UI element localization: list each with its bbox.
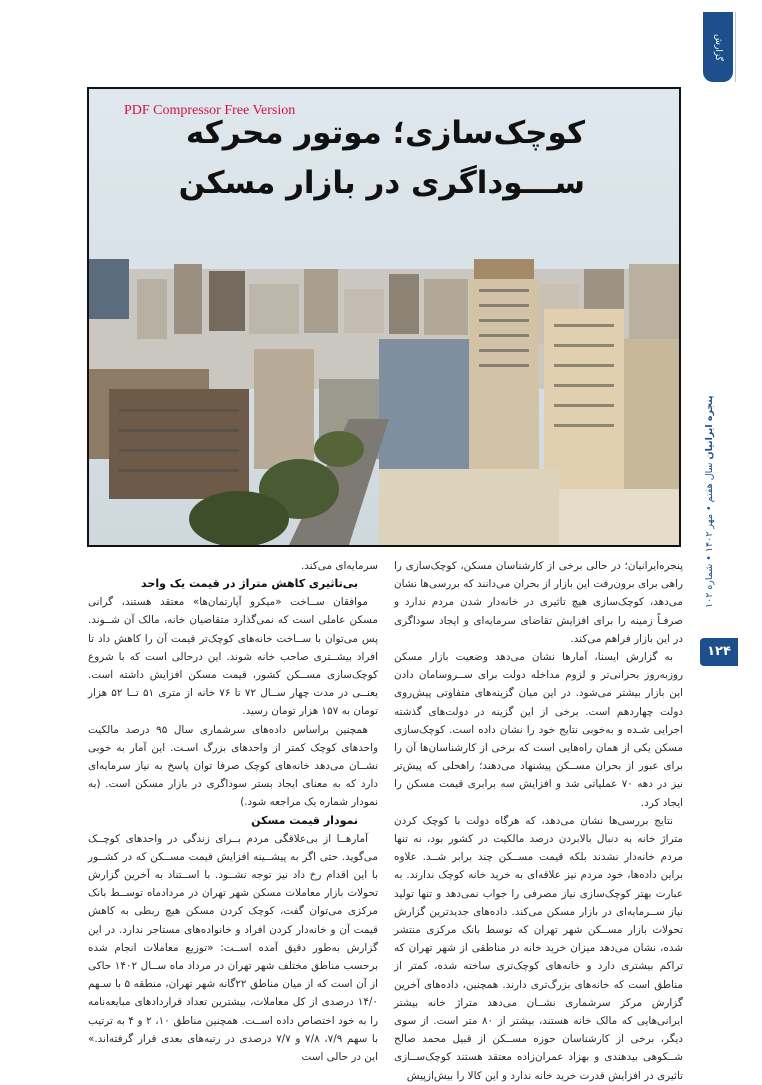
section-label: گزارش bbox=[713, 34, 723, 62]
subheading: نمودار قیمت مسکن bbox=[251, 813, 358, 827]
paragraph: موافقان ســاخت «میکرو آپارتمان‌ها» معتقد هستند، گرانی مسکن عاملی است که نمی‌گذارد متقاضیان خانه، مالک آن شــوند. پس می‌توان با ســاخت خانه‌های کوچک‌تر قیمت آن را کاهش داد تا افراد بیشــتری صاحب خانه شوند. این درحالی است که با شروع کوچک‌سازی مســکن کشور، قیمت مسکن افزایش داشته است. یعنــی در مدت چهار ســال ۷۲ تا ۷۶ خانه از متری ۵۱ تــا ۵۲ هزار تومان به ۱۵۷ هزار تومان رسید. bbox=[88, 596, 378, 718]
magazine-name: پنجره ایرانیان bbox=[704, 395, 715, 460]
headline-line-2: ســـوداگری در بازار مسکن bbox=[178, 165, 585, 201]
section-tab bbox=[703, 12, 733, 82]
paragraph: آمارهــا از بی‌علاقگی مردم بــرای زندگی در واحدهای کوچــک می‌گوید. حتی اگر به پیشــینه افزایش قیمت مســکن که در کشــور با این اقدام رخ داد نیز توجه نشــود. با اســتناد به آخرین گزارش تحولات بازار معاملات مسکن شهر تهران در مردادماه توســط بانک مرکزی می‌توان گفت، کوچک کردن مسکن هیچ ربطی به کاهش قیمت آن و خانه‌دار کردن افراد و خانواده‌های مستاجر ندارد. در این گزارش به‌طور دقیق آمده اســت: «توزیع معاملات انجام شده برحسب مناطق مختلف شهر تهران در مرداد ماه ســال ۱۴۰۲ حاکی از آن است که از میان مناطق ۲۲گانه شهر تهران، منطقه ۵ با سـهم ۱۴/۰ درصدی از کل معاملات، بیشترین تعداد قراردادهای مبایعه‌نامه را به خود اختصاص داده اســت. همچنین مناطق ۱۰، ۲ و ۴ به ترتیب با سهم ۷/۹، ۷/۸ و ۷/۷ درصدی در رتبه‌های بعدی قرار گرفته‌اند.» این در حالی است bbox=[88, 832, 379, 1064]
headline-line-1: کوچک‌سازی؛ موتور محرکه bbox=[185, 115, 585, 151]
magazine-info bbox=[704, 395, 730, 608]
magazine-details: سال هفتم • مهر ۱۴۰۲ • شماره ۱۰۲ bbox=[704, 462, 715, 608]
paragraph: سرمایه‌ای می‌کند. bbox=[300, 560, 378, 572]
subheading: بی‌تاثیری کاهش متراژ در قیمت یک واحد bbox=[141, 577, 358, 591]
right-column bbox=[394, 557, 683, 1085]
left-column bbox=[88, 557, 378, 1066]
section-rule bbox=[735, 12, 736, 82]
article-headline bbox=[180, 108, 585, 208]
page-number: ۱۲۴ bbox=[700, 638, 738, 666]
paragraph: نتایج بررسی‌ها نشان می‌دهد، که هرگاه دولت با کوچک کردن متراژ خانه به دنبال بالابردن درصد مالکیت در کشور بود، نه تنها مردم خانه‌دار نشدند بلکه قیمت مســکن چند برابر شــد. علاوه براین داده‌ها، خود مردم نیز علاقه‌ای به خرید خانه کوچک ندارند. به عبارت بهتر کوچک‌سازی نیاز مصرفی را جواب نمی‌دهد و تنها تولید نیاز ســرمایه‌ای در بازار مسکن می‌کند. داده‌های جدیدترین گزارش تحولات بازار مســکن شهر تهران که توسط بانک مرکزی منتشر شده، نشان می‌دهد میزان خرید خانه در مناطقی از شهر تهران که تراکم بیشتری دارد و خانه‌های کوچک‌تری ساخته شده، کمتر از مناطق است که خانه‌های بزرگ‌تری دارند. همچنین، داده‌های آخرین گزارش مرکز سرشماری نشــان می‌دهد متراژ خانه بیشتر ایرانی‌هایی که مالک خانه هستند، بیشتر از ۸۰ متر است. از سوی دیگر، برخی از کارشناسان حوزه مســکن از قبیل محمد صالح شــکوهی بیدهندی و بهزاد عمران‌زاده معتقد هستند کوچک‌ســازی تاثیری در افزایش قدرت خرید خانه ندارد و این کالا را بیش‌ازپیش bbox=[394, 814, 684, 1082]
watermark: PDF Compressor Free Version bbox=[124, 103, 296, 118]
paragraph: پنجره‌ایرانیان؛ در حالی برخی از کارشناسان مسکن، کوچک‌سازی را راهی برای برون‌رفت این بازار از بحران می‌دانند که بررسی‌ها نشان می‌دهد، کوچک‌سازی هیچ تاثیری در خانه‌دار شدن مردم ندارد و صرفـاً زمینه را برای افزایش تقاضای سرمایه‌ای و ایجاد سوداگری در این بازار فراهم می‌کند. bbox=[394, 560, 683, 645]
paragraph: به گزارش ایسنا، آمارها نشان می‌دهد وضعیت بازار مسکن روزبه‌روز بحرانی‌تر و لزوم مداخله دولت برای ســروسامان دادن این بازار بیشتر می‌شود. در این میان گزینه‌های متفاوتی پیش‌روی دولت چهاردهم است. برخی از این گزینه در دولت‌های گذشته اجرایی شـده و به‌خوبی نتایج خود را نشان داده است. کوچک‌سازی مسکن یکی از همان راه‌هایی است که برخی از کارشناسان‌ها آن را برای عبور از بحران مســکن پیشنهاد می‌دهند؛ راهحلی که پیش‌تر نیز در دهه ۷۰ عملیاتی شد و افزایش سه برابری قیمت مسکن را ایجاد کرد. bbox=[394, 651, 683, 809]
paragraph: همچنین براساس داده‌های سرشماری سال ۹۵ درصد مالکیت واحدهای کوچک کمتر از واحدهای بزرگ اسـت. این آمار به خوبی نشــان می‌دهد خانه‌های کوچک صرفا توان پاسخ به نیاز سرمایه‌ای دارد که به معنای ایجاد بستر سوداگری در بازار مسکن است. (به نمودار شماره یک مراجعه شود.) bbox=[88, 723, 378, 809]
